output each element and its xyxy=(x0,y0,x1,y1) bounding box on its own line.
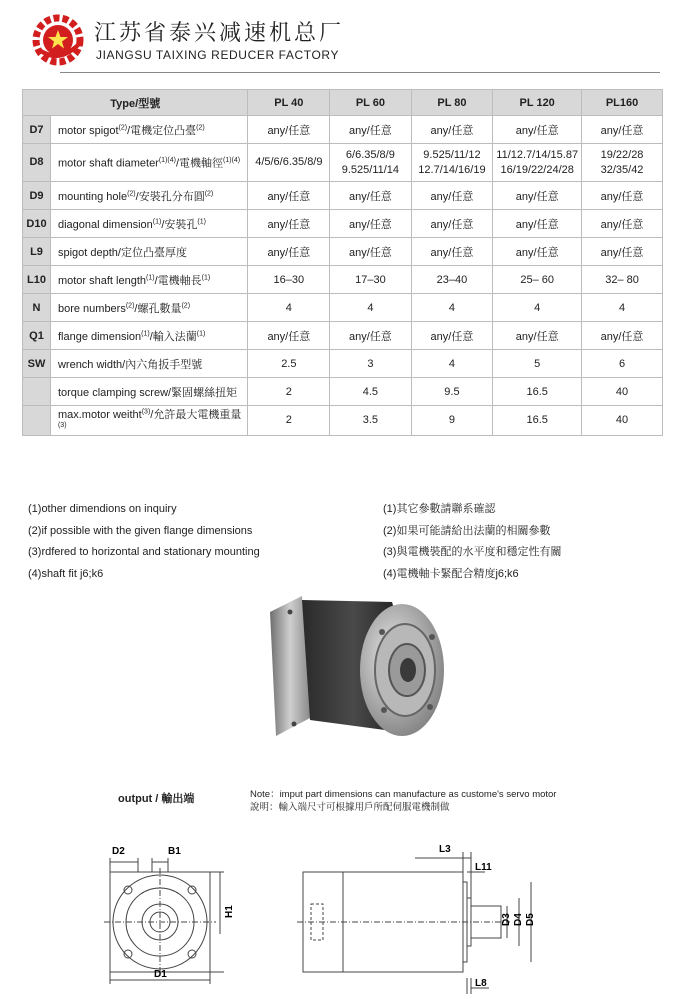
row-description: max.motor weitht$^{(3)}$/允許最大電機重量$^{(3)}$ xyxy=(50,406,248,436)
row-value: 25– 60 xyxy=(493,266,582,294)
footnote: (4)電機軸卡緊配合精度j6;k6 xyxy=(383,567,519,580)
model-header: PL 80 xyxy=(411,90,493,116)
row-code: D7 xyxy=(23,116,51,144)
dim-label: B1 xyxy=(168,846,181,857)
model-header: PL 120 xyxy=(493,90,582,116)
table-row xyxy=(23,266,663,294)
row-value: any/任意 xyxy=(582,238,663,266)
model-header: PL 60 xyxy=(330,90,411,116)
dim-label: D1 xyxy=(154,969,167,980)
gearbox-photo xyxy=(262,592,458,752)
input-note xyxy=(250,788,556,814)
row-value: 40 xyxy=(582,406,663,436)
company-logo-icon xyxy=(28,10,88,70)
row-code: L9 xyxy=(23,238,51,266)
row-value: 17–30 xyxy=(330,266,411,294)
row-code: D8 xyxy=(23,144,51,182)
front-view-drawing xyxy=(100,838,240,990)
footnote: (1)其它參數請聯系確認 xyxy=(383,503,496,515)
row-value: any/任意 xyxy=(248,322,330,350)
model-header: PL160 xyxy=(582,90,663,116)
row-value: 2.5 xyxy=(248,350,330,378)
row-value: 11/12.7/14/15.87 16/19/22/24/28 xyxy=(493,144,582,182)
row-value: 9 xyxy=(411,406,493,436)
row-value: 16–30 xyxy=(248,266,330,294)
row-description: mounting hole$^{(2)}$/安裝孔分布圓$^{(2)}$ xyxy=(50,182,248,210)
footnote: (2)if possible with the given flange dimensions xyxy=(28,524,253,537)
row-value: 4 xyxy=(493,294,582,322)
row-code xyxy=(23,406,51,436)
row-value: any/任意 xyxy=(248,238,330,266)
table-row xyxy=(23,210,663,238)
dim-label: D4 xyxy=(513,913,524,926)
row-code: D10 xyxy=(23,210,51,238)
row-value: any/任意 xyxy=(330,210,411,238)
page-header xyxy=(28,10,658,72)
table-row xyxy=(23,294,663,322)
table-row xyxy=(23,238,663,266)
row-value: any/任意 xyxy=(330,238,411,266)
row-description: motor shaft diameter$^{(1)(4)}$/電機軸徑$^{(1)(4)}$ xyxy=(50,144,248,182)
row-value: 2 xyxy=(248,406,330,436)
row-code xyxy=(23,378,51,406)
row-description: motor spigot$^{(2)}$/電機定位凸臺$^{(2)}$ xyxy=(50,116,248,144)
row-value: 16.5 xyxy=(493,406,582,436)
row-value: any/任意 xyxy=(248,210,330,238)
row-value: any/任意 xyxy=(493,322,582,350)
dim-label: H1 xyxy=(224,905,235,918)
row-code: N xyxy=(23,294,51,322)
row-description: wrench width/內六角扳手型號 xyxy=(50,350,248,378)
row-value: 5 xyxy=(493,350,582,378)
row-value: 23–40 xyxy=(411,266,493,294)
dim-label: D2 xyxy=(112,846,125,857)
row-value: 9.525/11/12 12.7/14/16/19 xyxy=(411,144,493,182)
row-value: 4.5 xyxy=(330,378,411,406)
dim-label: D3 xyxy=(501,913,512,926)
row-value: any/任意 xyxy=(493,182,582,210)
row-value: any/任意 xyxy=(582,116,663,144)
footnote: (3)與電機裝配的水平度和穩定性有關 xyxy=(383,546,562,558)
row-value: any/任意 xyxy=(582,182,663,210)
row-value: any/任意 xyxy=(411,210,493,238)
row-description: diagonal dimension$^{(1)}$/安裝孔$^{(1)}$ xyxy=(50,210,248,238)
row-description: spigot depth/定位凸臺厚度 xyxy=(50,238,248,266)
dim-label: D5 xyxy=(525,913,536,926)
row-description: motor shaft length$^{(1)}$/電機軸長$^{(1)}$ xyxy=(50,266,248,294)
row-description: bore numbers$^{(2)}$/螺孔數量$^{(2)}$ xyxy=(50,294,248,322)
footnote: (4)shaft fit j6;k6 xyxy=(28,567,104,580)
input-note-en: Note：imput part dimensions can manufacture as custome's servo motor xyxy=(250,789,557,800)
dim-label: L3 xyxy=(439,844,451,855)
output-label: output / 輸出端 xyxy=(118,793,195,805)
row-value: 3 xyxy=(330,350,411,378)
row-value: 3.5 xyxy=(330,406,411,436)
row-value: 4 xyxy=(330,294,411,322)
table-row xyxy=(23,144,663,182)
row-value: any/任意 xyxy=(330,322,411,350)
row-value: 2 xyxy=(248,378,330,406)
type-header: Type/型號 xyxy=(23,90,248,116)
row-code: SW xyxy=(23,350,51,378)
row-value: 9.5 xyxy=(411,378,493,406)
row-code: Q1 xyxy=(23,322,51,350)
row-value: any/任意 xyxy=(582,210,663,238)
footnotes-cn xyxy=(383,499,561,585)
row-value: 6 xyxy=(582,350,663,378)
footnotes-en xyxy=(28,499,260,585)
table-row xyxy=(23,406,663,436)
company-name-cn: 江苏省泰兴减速机总厂 xyxy=(94,21,345,46)
row-value: any/任意 xyxy=(411,238,493,266)
input-note-cn: 說明：輸入端尺寸可根據用戶所配伺服電機制做 xyxy=(250,802,450,813)
row-value: any/任意 xyxy=(248,116,330,144)
row-value: any/任意 xyxy=(330,116,411,144)
row-value: any/任意 xyxy=(330,182,411,210)
row-value: 6/6.35/8/9 9.525/11/14 xyxy=(330,144,411,182)
model-header: PL 40 xyxy=(248,90,330,116)
spec-table xyxy=(22,89,663,436)
table-row xyxy=(23,378,663,406)
row-code: D9 xyxy=(23,182,51,210)
row-value: 4 xyxy=(582,294,663,322)
row-value: 40 xyxy=(582,378,663,406)
row-description: torque clamping screw/緊固螺絲扭矩 xyxy=(50,378,248,406)
row-value: any/任意 xyxy=(582,322,663,350)
table-row xyxy=(23,116,663,144)
row-value: any/任意 xyxy=(411,322,493,350)
row-value: any/任意 xyxy=(248,182,330,210)
table-row xyxy=(23,322,663,350)
table-row xyxy=(23,182,663,210)
dim-label: L11 xyxy=(475,862,492,873)
table-row xyxy=(23,350,663,378)
row-value: 19/22/28 32/35/42 xyxy=(582,144,663,182)
header-divider xyxy=(60,72,660,73)
footnote: (3)rdfered to horizontal and stationary mounting xyxy=(28,546,260,558)
row-value: 16.5 xyxy=(493,378,582,406)
row-value: any/任意 xyxy=(493,210,582,238)
row-value: 4 xyxy=(411,350,493,378)
row-value: any/任意 xyxy=(493,238,582,266)
row-code: L10 xyxy=(23,266,51,294)
dim-label: L8 xyxy=(475,978,487,989)
row-value: 4 xyxy=(248,294,330,322)
row-value: 4 xyxy=(411,294,493,322)
row-value: any/任意 xyxy=(411,116,493,144)
row-value: 4/5/6/6.35/8/9 xyxy=(248,144,330,182)
company-name-en: JIANGSU TAIXING REDUCER FACTORY xyxy=(96,48,340,62)
row-description: flange dimension$^{(1)}$/輸入法蘭$^{(1)}$ xyxy=(50,322,248,350)
row-value: any/任意 xyxy=(411,182,493,210)
row-value: any/任意 xyxy=(493,116,582,144)
table-header-row xyxy=(23,90,663,116)
row-value: 32– 80 xyxy=(582,266,663,294)
side-view-drawing xyxy=(295,838,550,998)
footnote: (1)other dimendions on inquiry xyxy=(28,503,177,515)
footnote: (2)如果可能請給出法蘭的相關參數 xyxy=(383,524,551,537)
